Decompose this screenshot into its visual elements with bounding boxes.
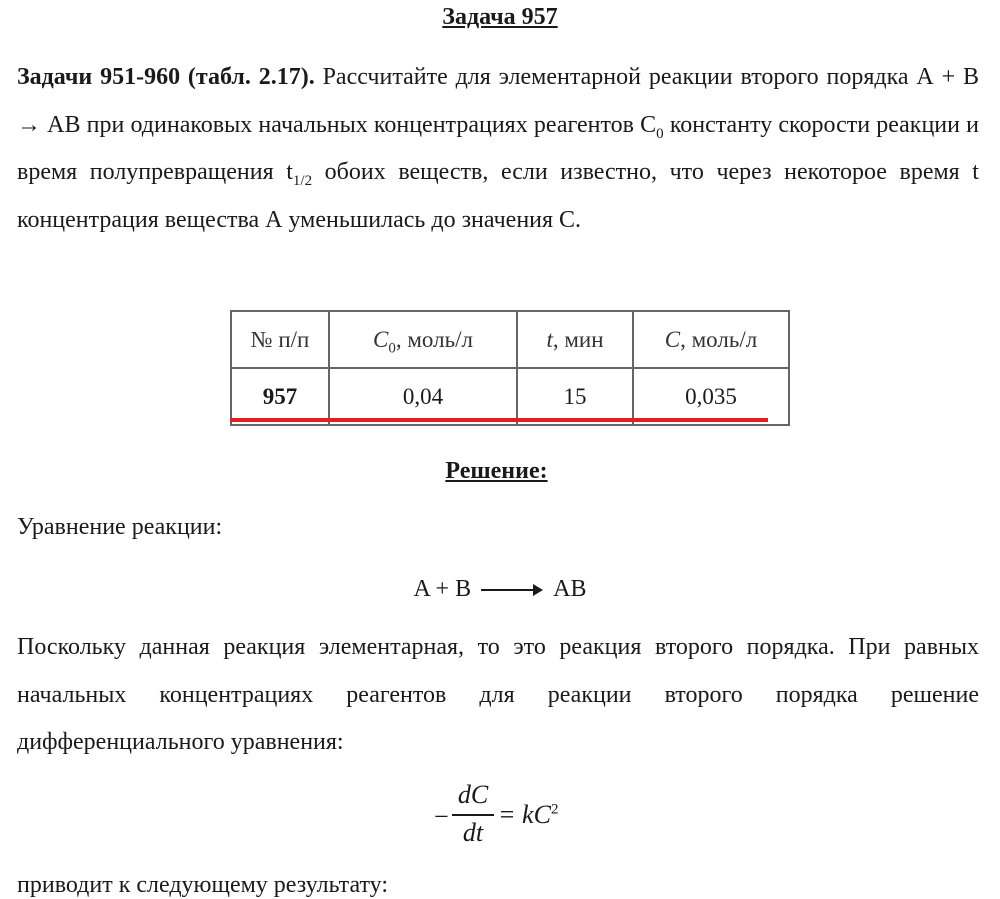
reaction-right: AB [553, 576, 587, 602]
formula-numerator: dC [457, 780, 489, 809]
problem-text-1: Рассчитайте для элементарной реакции второго порядка А + В → АВ при одинаковых начальных концентрациях реагентов С [17, 64, 979, 138]
formula-rhs: = $kC^2$ [498, 800, 559, 829]
cell-t: 15 [517, 368, 633, 425]
header-t: t, мин [517, 311, 633, 368]
problem-text-3: обоих веществ, если известно, что через некоторое время t концентрация вещества А уменьшилась до значения С. [17, 159, 979, 233]
bottom-text: приводит к следующему результату: [17, 872, 389, 898]
reaction-left: A + B [413, 576, 472, 602]
solution-heading: Решение: [445, 458, 548, 484]
c0-subscript: 0 [656, 125, 664, 142]
formula-minus: − [434, 802, 449, 831]
header-c: C, моль/л [633, 311, 789, 368]
t-half-subscript: 1/2 [292, 172, 313, 189]
problem-text-2: константу скорости реакции и время полупревращения t [17, 111, 979, 186]
table-row [231, 368, 789, 425]
equation-label: Уравнение реакции: [17, 514, 223, 540]
data-table [230, 310, 790, 426]
header-c0: $C_0$, моль/л [329, 311, 517, 368]
cell-num: 957 [231, 368, 329, 425]
formula-denominator: dt [462, 818, 484, 847]
problem-title: Задача 957 [442, 4, 558, 30]
formula-fraction [452, 780, 494, 848]
problem-label: Задачи 951-960 (табл. 2.17). [17, 64, 315, 90]
table-header-row [231, 311, 789, 368]
solution-paragraph: Поскольку данная реакция элементарная, то это реакция второго порядка. При равных начальных концентрациях реагентов для реакции второго порядка решение дифференциального уравнения: [17, 634, 979, 756]
header-num: № п/п [231, 311, 329, 368]
cell-c0: 0,04 [329, 368, 517, 425]
right-arrow-icon [481, 589, 541, 591]
problem-statement [17, 54, 979, 244]
reaction-equation [0, 576, 1000, 603]
table-underline [230, 418, 768, 422]
fraction-bar [452, 814, 494, 816]
cell-c: 0,035 [633, 368, 789, 425]
